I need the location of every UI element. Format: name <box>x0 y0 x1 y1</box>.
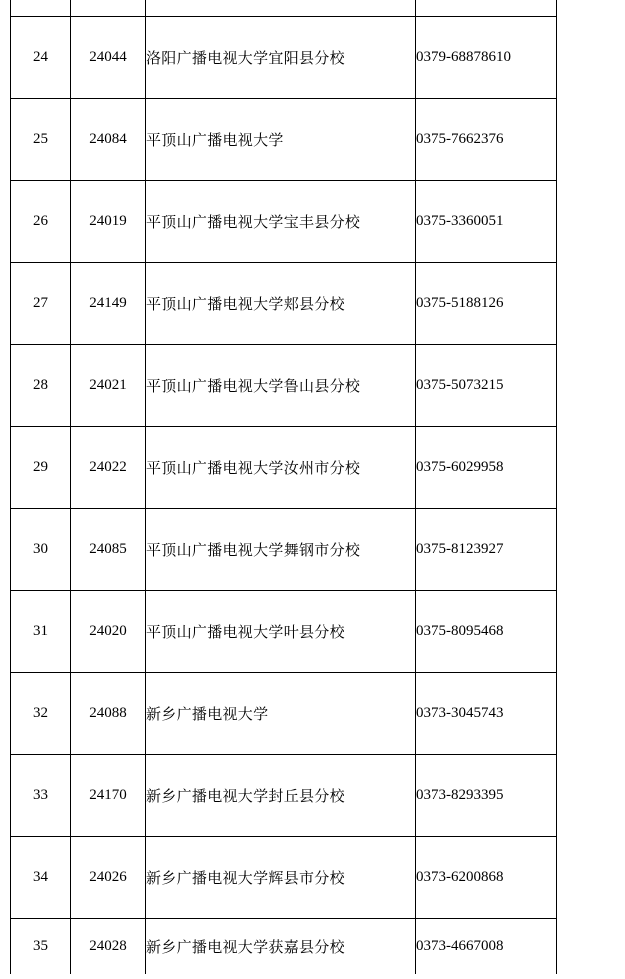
row-school-code: 24149 <box>71 262 146 344</box>
table-row <box>11 754 557 836</box>
row-phone: 0373-4667008 <box>416 918 557 974</box>
row-index: 26 <box>11 180 71 262</box>
row-school-name: 新乡广播电视大学 <box>146 672 416 754</box>
row-school-name: 平顶山广播电视大学郏县分校 <box>146 262 416 344</box>
table-row <box>11 508 557 590</box>
row-school-code: 24019 <box>71 180 146 262</box>
row-index: 33 <box>11 754 71 836</box>
row-school-name <box>146 0 416 16</box>
table-row <box>11 344 557 426</box>
row-index <box>11 0 71 16</box>
table-row <box>11 672 557 754</box>
row-school-code: 24085 <box>71 508 146 590</box>
row-school-code: 24028 <box>71 918 146 974</box>
row-phone: 0379-68878610 <box>416 16 557 98</box>
row-school-code: 24044 <box>71 16 146 98</box>
row-school-name: 新乡广播电视大学封丘县分校 <box>146 754 416 836</box>
row-school-code: 24170 <box>71 754 146 836</box>
row-phone: 0375-6029958 <box>416 426 557 508</box>
row-index: 24 <box>11 16 71 98</box>
row-phone: 0375-5073215 <box>416 344 557 426</box>
row-index: 29 <box>11 426 71 508</box>
row-index: 35 <box>11 918 71 974</box>
row-school-code: 24020 <box>71 590 146 672</box>
row-school-name: 平顶山广播电视大学鲁山县分校 <box>146 344 416 426</box>
row-school-name: 新乡广播电视大学辉县市分校 <box>146 836 416 918</box>
row-school-name: 平顶山广播电视大学汝州市分校 <box>146 426 416 508</box>
row-school-code: 24022 <box>71 426 146 508</box>
schools-table <box>10 0 557 974</box>
row-phone: 0375-3360051 <box>416 180 557 262</box>
row-phone: 0375-8123927 <box>416 508 557 590</box>
table-row <box>11 262 557 344</box>
row-school-name: 新乡广播电视大学获嘉县分校 <box>146 918 416 974</box>
row-school-code: 24021 <box>71 344 146 426</box>
table-row <box>11 98 557 180</box>
row-phone: 0373-8293395 <box>416 754 557 836</box>
table-row <box>11 426 557 508</box>
table-row <box>11 0 557 16</box>
row-school-code: 24026 <box>71 836 146 918</box>
row-school-name: 平顶山广播电视大学叶县分校 <box>146 590 416 672</box>
row-school-name: 洛阳广播电视大学宜阳县分校 <box>146 16 416 98</box>
row-phone: 0375-7662376 <box>416 98 557 180</box>
row-school-code <box>71 0 146 16</box>
row-index: 25 <box>11 98 71 180</box>
row-index: 28 <box>11 344 71 426</box>
row-phone: 0375-5188126 <box>416 262 557 344</box>
row-phone: 0373-6200868 <box>416 836 557 918</box>
row-school-name: 平顶山广播电视大学 <box>146 98 416 180</box>
table-row <box>11 16 557 98</box>
row-index: 32 <box>11 672 71 754</box>
table-body <box>11 0 557 974</box>
row-index: 31 <box>11 590 71 672</box>
row-school-name: 平顶山广播电视大学舞钢市分校 <box>146 508 416 590</box>
table-row <box>11 590 557 672</box>
row-phone: 0373-3045743 <box>416 672 557 754</box>
row-phone <box>416 0 557 16</box>
table-row <box>11 918 557 974</box>
table-row <box>11 180 557 262</box>
row-school-code: 24088 <box>71 672 146 754</box>
table-row <box>11 836 557 918</box>
row-index: 30 <box>11 508 71 590</box>
row-index: 27 <box>11 262 71 344</box>
row-index: 34 <box>11 836 71 918</box>
row-school-code: 24084 <box>71 98 146 180</box>
row-phone: 0375-8095468 <box>416 590 557 672</box>
row-school-name: 平顶山广播电视大学宝丰县分校 <box>146 180 416 262</box>
